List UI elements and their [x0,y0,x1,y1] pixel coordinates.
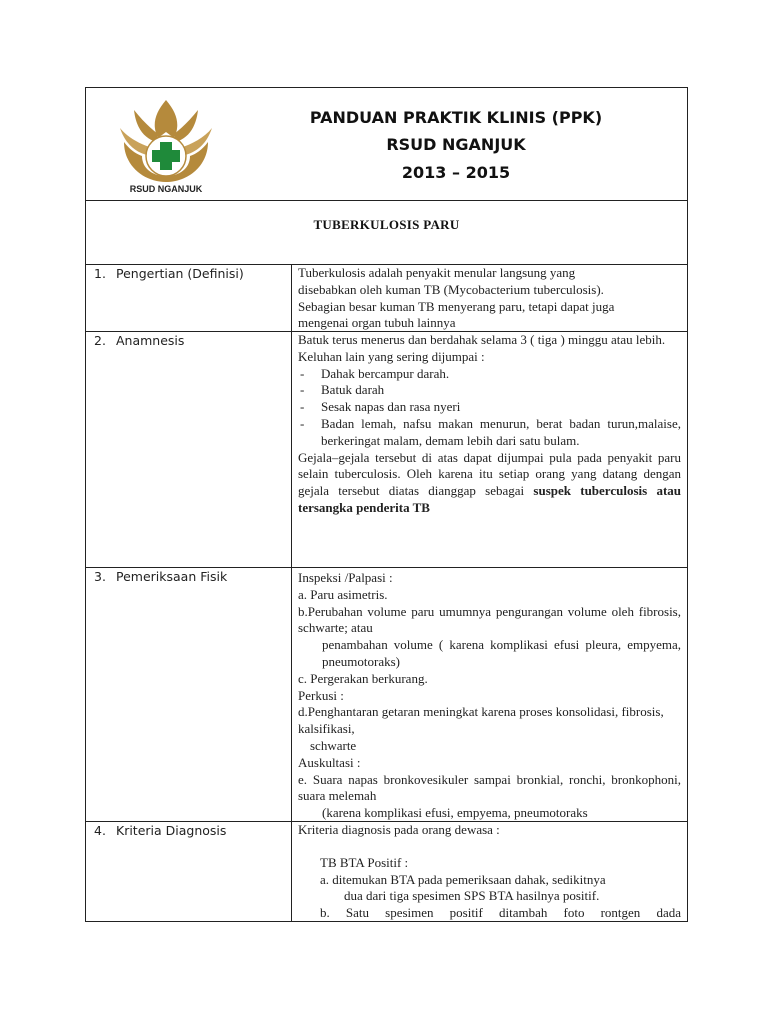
text-line: b. Satu spesimen positif ditambah foto rontgen dada [320,905,681,921]
text-line: Keluhan lain yang sering dijumpai : [298,348,485,364]
text-line: disebabkan oleh kuman TB (Mycobacterium tuberculosis). [298,281,604,297]
section-title: Anamnesis [116,333,185,348]
section-diagnosis-criteria [86,821,687,921]
text-line: mengenai organ tubuh lainnya [298,315,456,331]
text-line: Tuberkulosis adalah penyakit menular langsung yang [298,265,576,280]
text-line: dua dari tiga spesimen SPS BTA hasilnya positif. [344,888,600,904]
text-line: c. Pergerakan berkurang. [298,670,428,686]
text-line: a. ditemukan BTA pada pemeriksaan dahak, sedikitnya [320,871,606,887]
text-line: schwarte [310,737,357,753]
list-item: - Sesak napas dan rasa nyeri [300,399,461,415]
text-paragraph: Batuk terus menerus dan berdahak selama 3 ( tiga ) minggu atau lebih. [298,332,666,347]
section-label [94,823,284,838]
section-number: 3. [94,569,106,584]
rsud-nganjuk-logo [116,98,216,196]
section-title: Kriteria Diagnosis [116,823,227,838]
section-content [298,332,681,517]
list-item: - Batuk darah [300,382,385,398]
ppk-document [85,87,688,922]
dash-bullet: - [300,415,305,431]
dash-bullet: - [300,382,305,398]
text-line: Auskultasi : [298,754,361,770]
text-line: TB BTA Positif : [320,854,409,870]
text-line: a. Paru asimetris. [298,586,388,602]
document-period: 2013 – 2015 [401,163,511,182]
section-anamnesis [86,331,687,568]
text-paragraph: d.Penghantaran getaran meningkat karena proses konsolidasi, fibrosis, kalsifikasi, [298,704,664,737]
text-paragraph: b.Perubahan volume paru umumnya pengurangan volume oleh fibrosis, schwarte; atau [298,603,681,636]
topic-box [86,200,687,265]
text-line: Inspeksi /Palpasi : [298,570,393,585]
list-item: - Dahak bercampur darah. [300,365,450,381]
section-number: 1. [94,266,106,281]
dash-bullet: - [300,365,305,381]
logo-caption: RSUD NGANJUK [129,184,203,194]
text-paragraph: Gejala–gejala tersebut di atas dapat dijumpai pula pada penyakit paru selain tuberculosis. Oleh karena itu setiap orang yang datang dengan gejala tersebut diatas dianggap sebagai suspek tuberculosis atau tersangka penderita TB [298,449,681,515]
hospital-name: RSUD NGANJUK [386,135,526,154]
document-title: PANDUAN PRAKTIK KLINIS (PPK) [309,108,603,127]
section-number: 4. [94,823,106,838]
text-line: Sebagian besar kuman TB menyerang paru, tetapi dapat juga [298,298,615,314]
section-content [298,570,681,822]
section-label [94,569,284,584]
text-paragraph: e. Suara napas bronkovesikuler sampai bronkial, ronchi, bronkophoni, suara melemah [298,771,681,804]
section-definition [86,264,687,332]
section-title: Pemeriksaan Fisik [116,569,228,584]
section-number: 2. [94,333,106,348]
document-header [86,88,687,201]
section-content [298,265,681,332]
section-physical-exam [86,567,687,822]
text-line: Perkusi : [298,687,344,703]
hospital-logo-icon [116,98,216,184]
dash-bullet: - [300,399,305,415]
emphasis-text: suspek tuberculosis atau tersangka penderita TB [298,483,681,515]
topic-title: TUBERKULOSIS PARU [313,217,460,232]
text-line: Kriteria diagnosis pada orang dewasa : [298,822,500,837]
text-paragraph: penambahan volume ( karena komplikasi efusi pleura, empyema, pneumotoraks) [322,637,681,669]
section-label [94,333,284,348]
list-item: - Badan lemah, nafsu makan menurun, berat badan turun,malaise, berkeringat malam, demam lebih dari satu bulam. [300,415,681,448]
section-title: Pengertian (Definisi) [116,266,244,281]
section-content [298,822,681,922]
section-label [94,266,284,281]
text-line: (karena komplikasi efusi, empyema, pneumotoraks [322,805,588,821]
